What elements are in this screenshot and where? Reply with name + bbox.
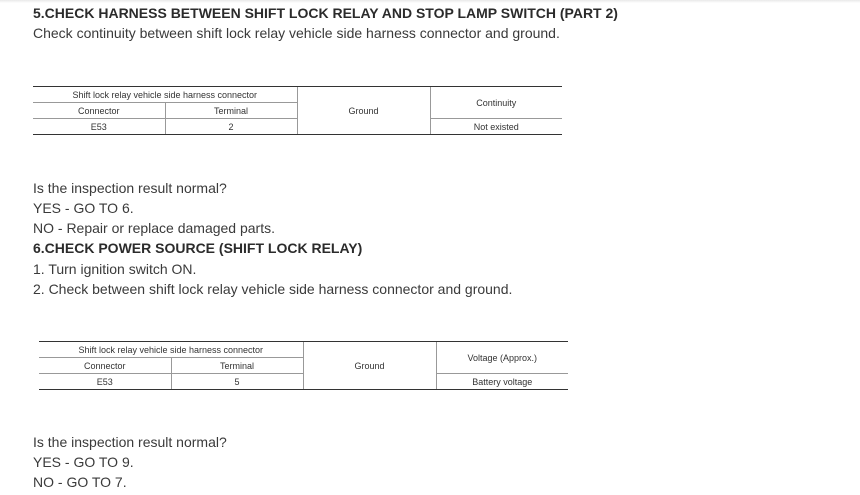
table-group-header: Shift lock relay vehicle side harness connector — [39, 342, 303, 358]
table-result-header: Voltage (Approx.) — [436, 342, 568, 374]
section5-yes: YES - GO TO 6. — [33, 200, 134, 216]
table-terminal-header: Terminal — [171, 358, 303, 374]
section5-table — [33, 86, 562, 135]
section6-heading: 6.CHECK POWER SOURCE (SHIFT LOCK RELAY) — [33, 240, 363, 256]
table-result-value: Battery voltage — [436, 374, 568, 390]
table-terminal-header: Terminal — [165, 103, 297, 119]
top-divider — [0, 0, 860, 3]
table-result-header: Continuity — [430, 87, 562, 119]
table-group-header: Shift lock relay vehicle side harness connector — [33, 87, 297, 103]
section6-yes: YES - GO TO 9. — [33, 454, 134, 470]
table-connector-value: E53 — [33, 119, 165, 135]
section6-step2: 2. Check between shift lock relay vehicle side harness connector and ground. — [33, 281, 513, 297]
section5-instruction: Check continuity between shift lock relay vehicle side harness connector and ground. — [33, 25, 560, 41]
section6-table — [39, 341, 568, 390]
table-connector-value: E53 — [39, 374, 171, 390]
section5-heading: 5.CHECK HARNESS BETWEEN SHIFT LOCK RELAY AND STOP LAMP SWITCH (PART 2) — [33, 5, 618, 21]
table-ground-cell: Ground — [297, 87, 430, 135]
section5-no: NO - Repair or replace damaged parts. — [33, 220, 275, 236]
table-terminal-value: 5 — [171, 374, 303, 390]
table-terminal-value: 2 — [165, 119, 297, 135]
table-connector-header: Connector — [39, 358, 171, 374]
section6-question: Is the inspection result normal? — [33, 434, 227, 450]
table-connector-header: Connector — [33, 103, 165, 119]
table-result-value: Not existed — [430, 119, 562, 135]
section6-no: NO - GO TO 7. — [33, 474, 127, 490]
table-ground-cell: Ground — [303, 342, 436, 390]
section5-question: Is the inspection result normal? — [33, 180, 227, 196]
section6-step1: 1. Turn ignition switch ON. — [33, 261, 197, 277]
